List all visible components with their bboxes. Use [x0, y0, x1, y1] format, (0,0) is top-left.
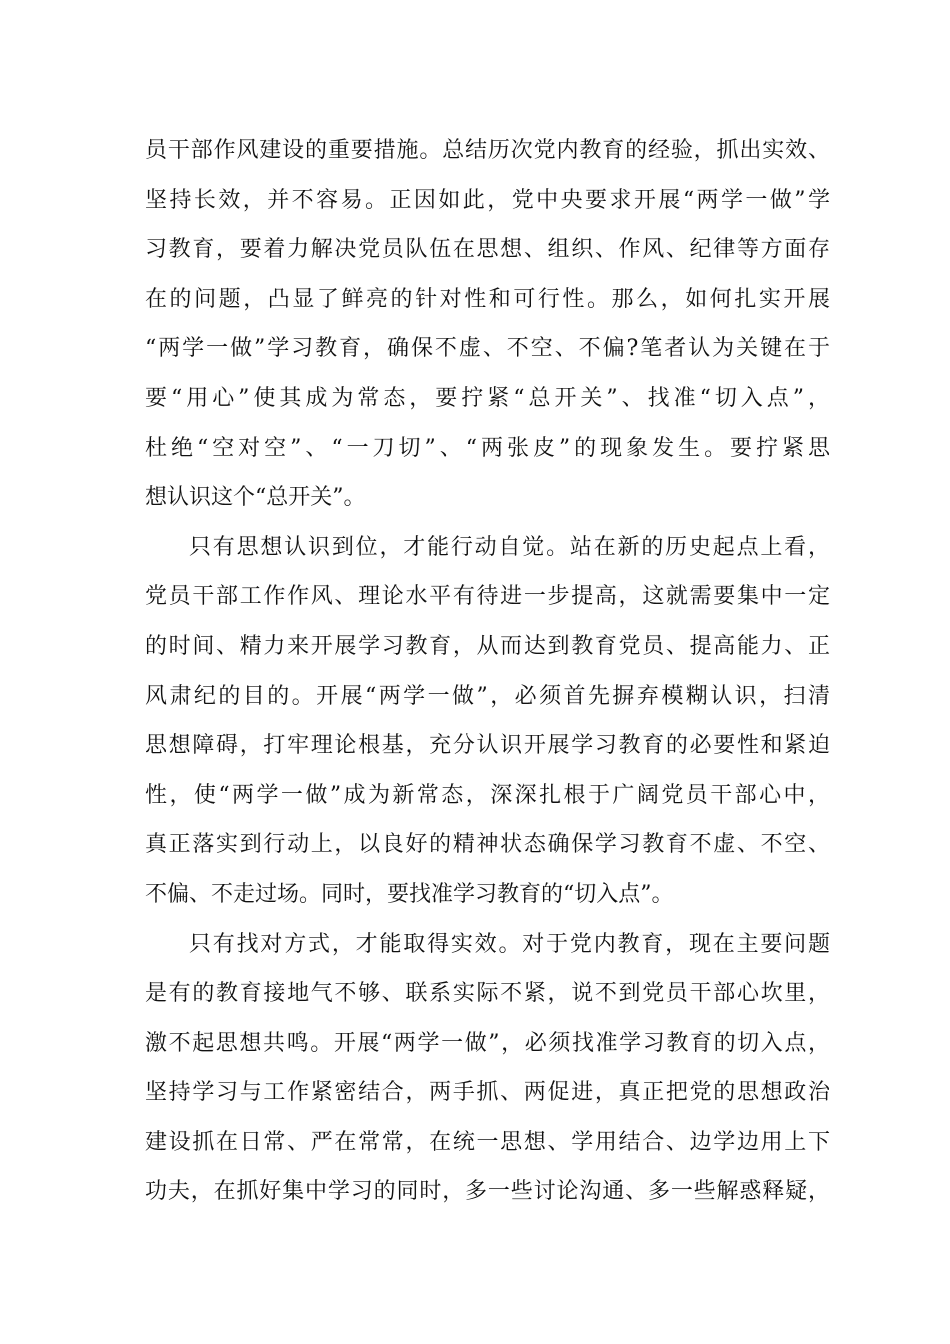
text-line: 杜绝“空对空”、“一刀切”、“两张皮”的现象发生。要拧紧思: [145, 435, 830, 461]
text-line: 不偏、不走过场。同时，要找准学习教育的“切入点”。: [145, 881, 674, 907]
text-line: 想认识这个“总开关”。: [145, 485, 366, 511]
text-line: 风肃纪的目的。开展“两学一做”，必须首先摒弃模糊认识，扫清: [145, 683, 830, 709]
text-line: 真正落实到行动上，以良好的精神状态确保学习教育不虚、不空、: [145, 832, 830, 858]
text-line: “两学一做”学习教育，确保不虚、不空、不偏?笔者认为关键在于: [145, 336, 830, 362]
text-line: 性，使“两学一做”成为新常态，深深扎根于广阔党员干部心中，: [145, 782, 830, 808]
text-line: 坚持学习与工作紧密结合，两手抓、两促进，真正把党的思想政治: [145, 1080, 830, 1106]
paragraph-first-line: 只有思想认识到位，才能行动自觉。站在新的历史起点上看，: [189, 534, 830, 560]
paragraph-first-line: 只有找对方式，才能取得实效。对于党内教育，现在主要问题: [189, 931, 830, 957]
text-line: 习教育，要着力解决党员队伍在思想、组织、作风、纪律等方面存: [145, 237, 830, 263]
text-line: 思想障碍，打牢理论根基，充分认识开展学习教育的必要性和紧迫: [145, 733, 830, 759]
text-line: 党员干部工作作风、理论水平有待进一步提高，这就需要集中一定: [145, 584, 830, 610]
text-line: 是有的教育接地气不够、联系实际不紧，说不到党员干部心坎里，: [145, 981, 830, 1007]
body-text: [145, 126, 830, 1217]
text-line: 坚持长效，并不容易。正因如此，党中央要求开展“两学一做”学: [145, 187, 830, 213]
text-line: 激不起思想共鸣。开展“两学一做”，必须找准学习教育的切入点，: [145, 1030, 830, 1056]
text-line: 的时间、精力来开展学习教育，从而达到教育党员、提高能力、正: [145, 633, 830, 659]
text-line: 员干部作风建设的重要措施。总结历次党内教育的经验，抓出实效、: [145, 138, 830, 163]
text-line: 建设抓在日常、严在常常，在统一思想、学用结合、边学边用上下: [145, 1129, 830, 1155]
text-line: 功夫，在抓好集中学习的同时，多一些讨论沟通、多一些解惑释疑，: [145, 1179, 830, 1205]
text-line: 要“用心”使其成为常态，要拧紧“总开关”、找准“切入点”，: [145, 385, 830, 411]
text-line: 在的问题，凸显了鲜亮的针对性和可行性。那么，如何扎实开展: [145, 286, 830, 312]
